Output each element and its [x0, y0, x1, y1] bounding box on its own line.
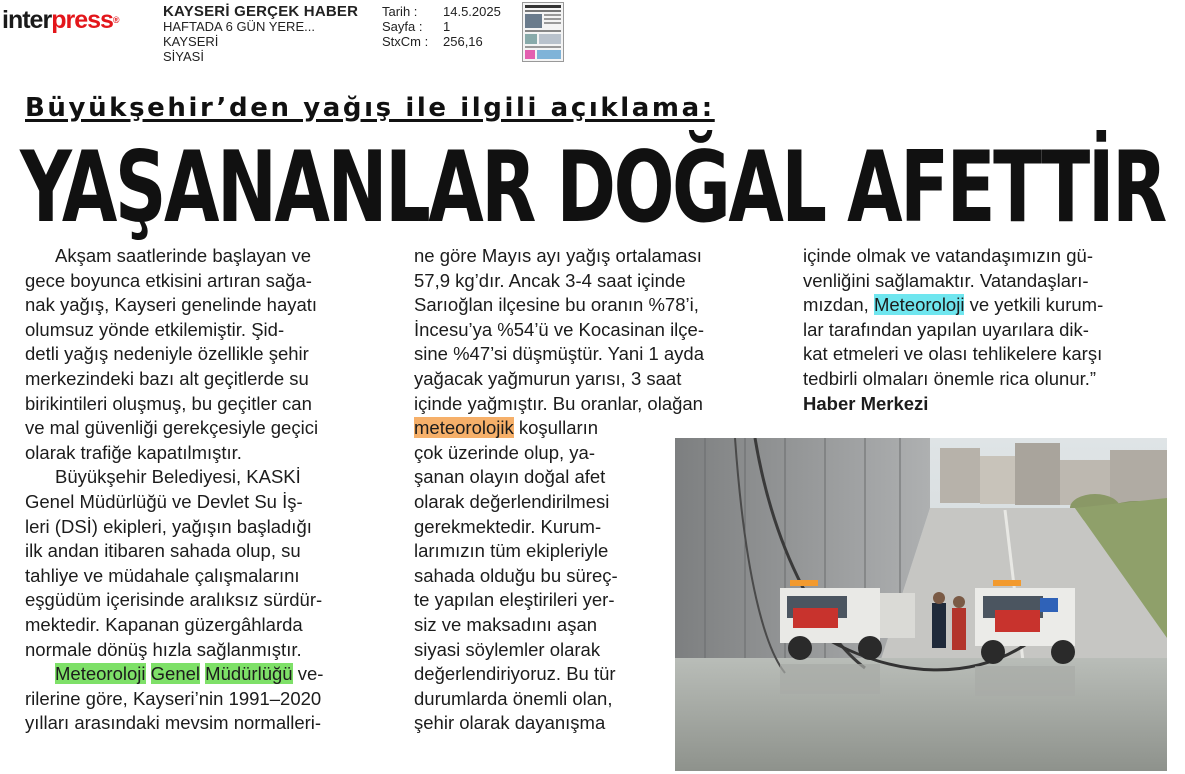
keyword-highlight: Meteoroloji: [873, 294, 965, 316]
text-line: sine %47’si düşmüştür. Yani 1 ayda: [414, 343, 705, 365]
keyword-highlight: Meteoroloji: [55, 663, 146, 685]
keyword-highlight: Müdürlüğü: [205, 663, 293, 685]
keyword-highlight: Genel: [150, 663, 201, 685]
page-label: Sayfa :: [382, 19, 423, 34]
text-line: İncesu’ya %54’ü ve Kocasinan ilçe-: [414, 318, 704, 340]
text-line: Sarıoğlan ilçesine bu oranın %78’i,: [414, 294, 699, 316]
text-fragment: mızdan,: [803, 294, 874, 316]
article-column-1: [25, 244, 400, 736]
text-line: olumsuz yönde etkilemiştir. Şid-: [25, 318, 285, 340]
publication-city: KAYSERİ: [163, 34, 219, 49]
text-line: tahliye ve müdahale çalışmalarını: [25, 564, 300, 586]
date-value: 14.5.2025: [443, 4, 501, 19]
page-value: 1: [443, 19, 451, 34]
text-line: Büyükşehir Belediyesi, KASKİ: [55, 466, 301, 488]
text-line: nak yağış, Kayseri genelinde hayatı: [25, 294, 318, 316]
highlighted-line: [25, 662, 400, 687]
text-line: ilk andan itibaren sahada olup, su: [25, 540, 301, 562]
text-line: olarak trafiğe kapatılmıştır.: [25, 441, 242, 463]
text-line: 57,9 kg’dır. Ancak 3-4 saat içinde: [414, 269, 686, 291]
text-line: rilerine göre, Kayseri’nin 1991–2020: [25, 687, 322, 709]
article-column-3: [803, 244, 1178, 416]
text-line: ne göre Mayıs ayı yağış ortalaması: [414, 245, 702, 266]
text-line: birikintileri oluşmuş, bu geçitler can: [25, 392, 312, 414]
text-line: yağacak yağmurun yarısı, 3 saat: [414, 367, 682, 389]
text-line: durumlarda önemli olan,: [414, 687, 613, 709]
article-column-2: [414, 244, 705, 736]
text-line: şehir olarak dayanışma: [414, 712, 606, 734]
text-line: tedbirli olmaları önemle rica olunur.”: [803, 367, 1097, 389]
text-fragment: ve-: [292, 663, 324, 685]
text-line: olarak değerlendirilmesi: [414, 490, 610, 512]
text-line: normale dönüş hızla sağlanmıştır.: [25, 638, 302, 660]
text-line: leri (DSİ) ekipleri, yağışın başladığı: [25, 515, 312, 537]
text-fragment: ve yetkili kurum-: [964, 294, 1104, 316]
article-headline: YAŞANANLAR DOĞAL AFETTİR: [20, 131, 1165, 245]
text-line: kat etmeleri ve olası tehlikelere karşı: [803, 343, 1103, 365]
text-line: içinde olmak ve vatandaşımızın gü-: [803, 245, 1093, 266]
text-line: siyasi söylemler olarak: [414, 638, 601, 660]
text-line: Genel Müdürlüğü ve Devlet Su İş-: [25, 490, 303, 512]
text-fragment: koşulların: [513, 417, 599, 439]
text-line: gerekmektedir. Kurum-: [414, 515, 602, 537]
stxcm-label: StxCm :: [382, 34, 429, 49]
text-line: değerlendiriyoruz. Bu tür: [414, 663, 616, 685]
highlighted-line: [803, 293, 1178, 318]
text-line: gece boyunca etkisini artıran sağa-: [25, 269, 312, 291]
text-line: Akşam saatlerinde başlayan ve: [55, 245, 312, 266]
page-thumbnail-image: [523, 3, 563, 61]
text-line: siz ve maksadını aşan: [414, 613, 598, 635]
text-line: ve mal güvenliği gerekçesiyle geçici: [25, 417, 319, 439]
flooded-underpass-image: [675, 438, 1167, 771]
news-photo: [675, 438, 1167, 771]
page-thumbnail[interactable]: [522, 2, 564, 62]
text-line: yılları arasındaki mevsim normalleri-: [25, 712, 322, 734]
text-line: larımızın tüm ekipleriyle: [414, 540, 609, 562]
publication-section: SİYASİ: [163, 49, 204, 64]
keyword-highlight: meteorolojik: [414, 417, 514, 439]
text-line: çok üzerinde olup, ya-: [414, 441, 595, 463]
date-label: Tarih :: [382, 4, 418, 19]
text-line: içinde yağmıştır. Bu oranlar, olağan: [414, 392, 703, 414]
text-line: lar tarafından yapılan uyarılara dik-: [803, 318, 1089, 340]
publication-frequency: HAFTADA 6 GÜN YERE...: [163, 19, 315, 34]
logo-registered-mark: ®: [112, 15, 119, 25]
stxcm-value: 256,16: [443, 34, 483, 49]
publication-name: KAYSERİ GERÇEK HABER: [163, 3, 359, 20]
text-line: merkezindeki bazı alt geçitlerde su: [25, 367, 309, 389]
text-line: venliğini sağlamaktır. Vatandaşları-: [803, 269, 1089, 291]
article-kicker: Büyükşehir’den yağış ile ilgili açıklama:: [25, 93, 715, 123]
text-line: eşgüdüm içerisinde aralıksız sürdür-: [25, 589, 323, 611]
text-line: te yapılan eleştirileri yer-: [414, 589, 615, 611]
interpress-logo: [2, 6, 119, 34]
text-line: şanan olayın doğal afet: [414, 466, 606, 488]
highlighted-line: [414, 416, 674, 441]
article-byline: Haber Merkezi: [803, 392, 929, 414]
text-line: sahada olduğu bu süreç-: [414, 564, 618, 586]
logo-text-red: press: [51, 6, 113, 34]
logo-text-dark: inter: [2, 6, 52, 34]
text-line: mektedir. Kapanan güzergâhlarda: [25, 613, 303, 635]
text-line: detli yağış nedeniyle özellikle şehir: [25, 343, 309, 365]
